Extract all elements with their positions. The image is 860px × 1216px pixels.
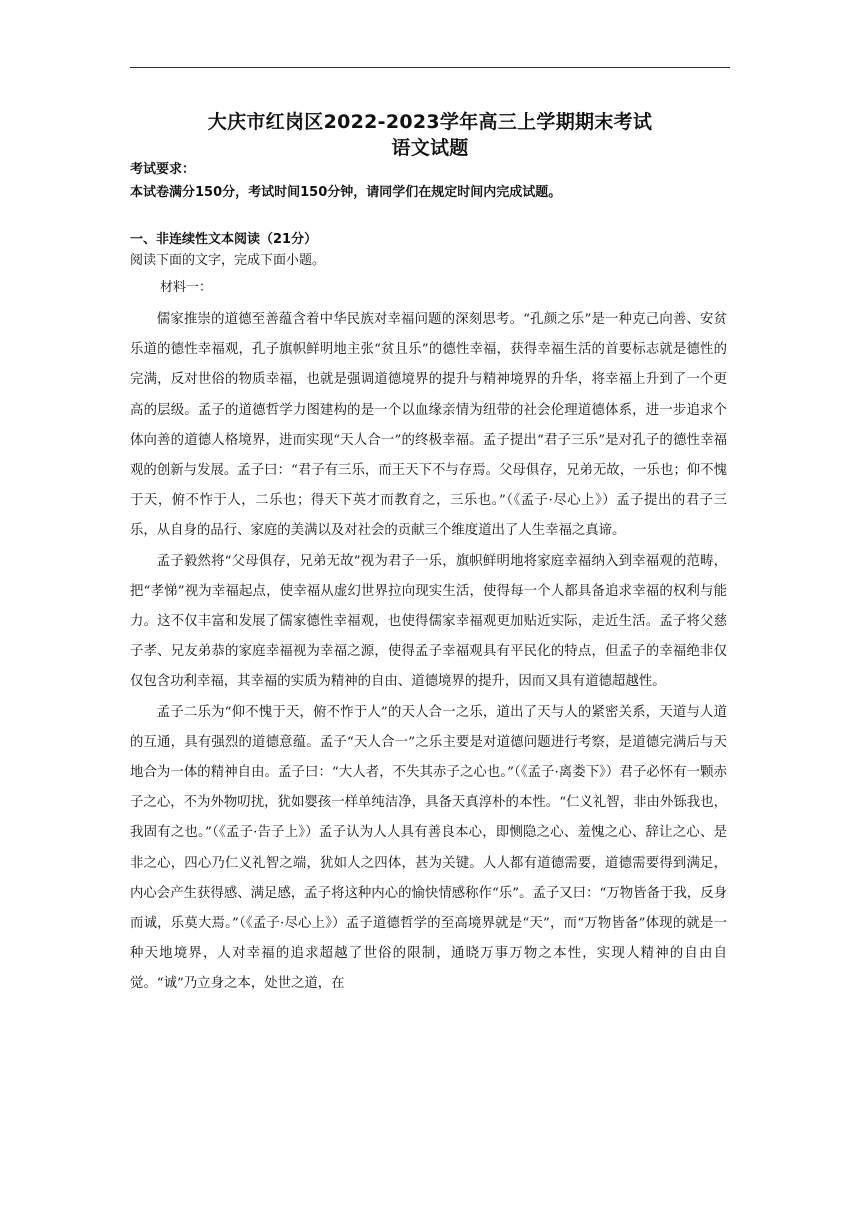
material-label: 材料一： bbox=[160, 280, 213, 295]
requirements-label: 考试要求： bbox=[130, 162, 196, 177]
passage-paragraph: 孟子毅然将“父母俱存，兄弟无故”视为君子一乐，旗帜鲜明地将家庭幸福纳入到幸福观的范畴，把“孝悌”视为幸福起点，使幸福从虚幻世界拉向现实生活，使得每一个人都具备追求幸福的权利与能力。这不仅丰富和发展了儒家德性幸福观，也使得儒家幸福观更加贴近实际，走近生活。孟子将父慈子孝、兄友弟恭的家庭幸福视为幸福之源，使得孟子幸福观具有平民化的特点，但孟子的幸福绝非仅仅包含功利幸福，其幸福的实质为精神的自由、道德境界的提升，因而又具有道德超越性。 bbox=[130, 553, 727, 690]
exam-subtitle: 语文试题 bbox=[391, 137, 469, 159]
section-instruction: 阅读下面的文字，完成下面小题。 bbox=[130, 253, 326, 268]
header-rule bbox=[130, 67, 730, 68]
requirements-text: 本试卷满分150分，考试时间150分钟，请同学们在规定时间内完成试题。 bbox=[130, 185, 562, 200]
passage-paragraph: 儒家推崇的道德至善蕴含着中华民族对幸福问题的深刻思考。“孔颜之乐”是一种克己向善、安贫乐道的德性幸福观，孔子旗帜鲜明地主张“贫且乐”的德性幸福，获得幸福生活的首要标志就是德性的完满，反对世俗的物质幸福，也就是强调道德境界的提升与精神境界的升华，将幸福上升到了一个更高的层级。孟子的道德哲学力图建构的是一个以血缘亲情为纽带的社会伦理道德体系，进一步追求个体向善的道德人格境界，进而实现“天人合一”的终极幸福。孟子提出“君子三乐”是对孔子的德性幸福观的创新与发展。孟子曰：“君子有三乐，而王天下不与存焉。父母俱存，兄弟无故，一乐也；仰不愧于天，俯不怍于人，二乐也；得天下英才而教育之，三乐也。”（《孟子·尽心上》）孟子提出的君子三乐，从自身的品行、家庭的美满以及对社会的贡献三个维度道出了人生幸福之真谛。 bbox=[130, 312, 727, 539]
section-heading: 一、非连续性文本阅读（21分） bbox=[130, 232, 318, 247]
passage-paragraph: 孟子二乐为“仰不愧于天，俯不怍于人”的天人合一之乐，道出了天与人的紧密关系，天道与人道的互通，具有强烈的道德意蕴。孟子“天人合一”之乐主要是对道德问题进行考察，是道德完满后与天地合为一体的精神自由。孟子曰：“大人者，不失其赤子之心也。”（《孟子·离娄下》）君子必怀有一颗赤子之心，不为外物叨扰，犹如婴孩一样单纯洁净，具备天真淳朴的本性。“仁义礼智，非由外铄我也，我固有之也。”（《孟子·告子上》）孟子认为人人具有善良本心，即恻隐之心、羞愧之心、辞让之心、是非之心，四心乃仁义礼智之端，犹如人之四体，甚为关键。人人都有道德需要，道德需要得到满足，内心会产生获得感、满足感，孟子将这种内心的愉快情感称作“乐”。孟子又曰：“万物皆备于我，反身而诚，乐莫大焉。”（《孟子·尽心上》）孟子道德哲学的至高境界就是“天”，而“万物皆备”体现的就是一种天地境界，人对幸福的追求超越了世俗的限制，通晓万事万物之本性，实现人精神的自由自觉。“诚”乃立身之本，处世之道，在 bbox=[130, 704, 727, 992]
exam-title: 大庆市红岗区2022-2023学年高三上学期期末考试 bbox=[207, 111, 653, 133]
passage-body bbox=[130, 305, 727, 1000]
